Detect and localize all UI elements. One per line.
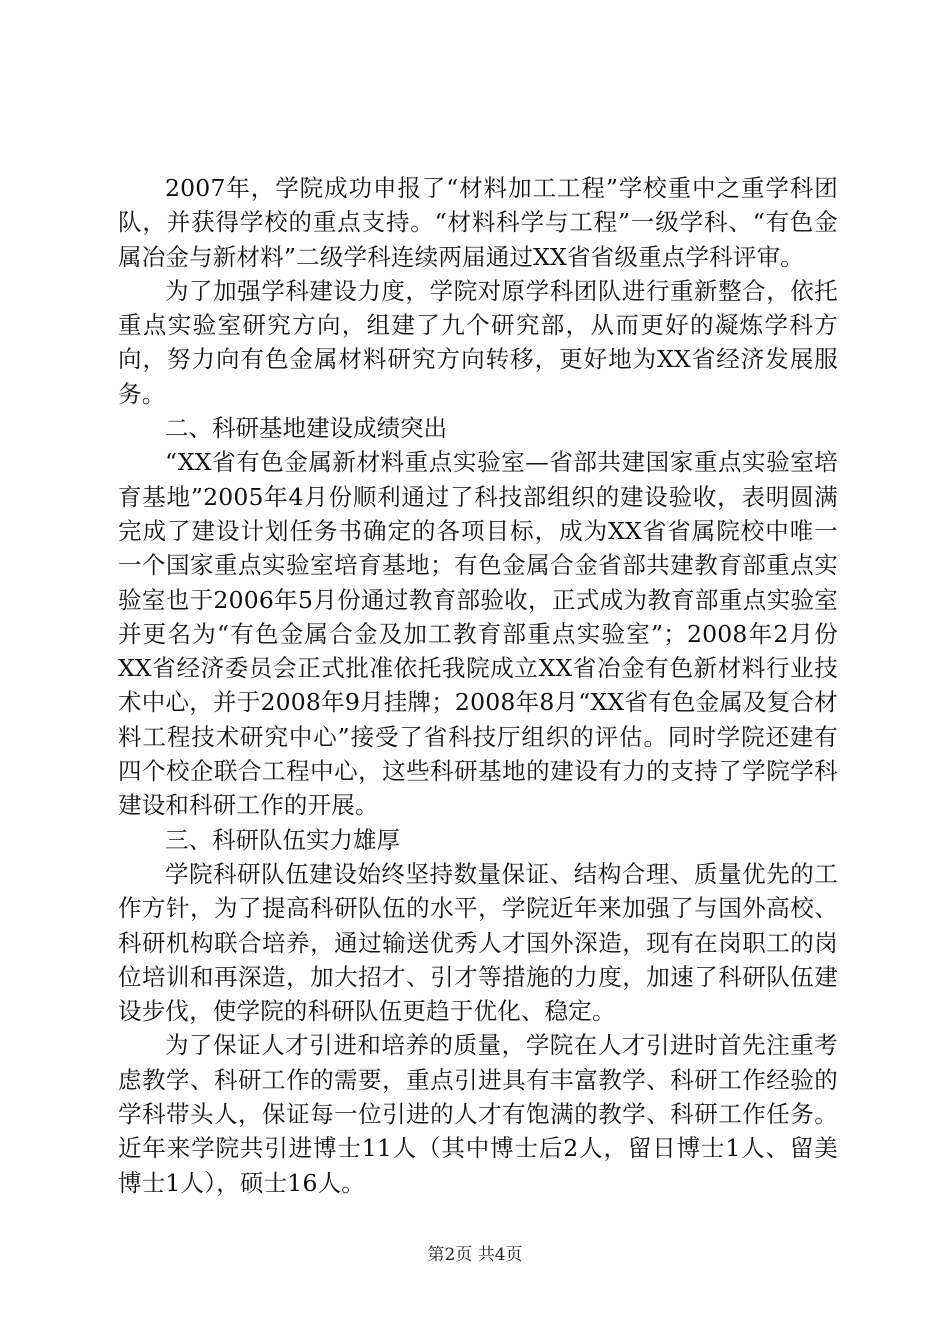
section-heading-research-team: 三、科研队伍实力雄厚: [165, 825, 400, 854]
section-heading-research-base: 二、科研基地建设成绩突出: [165, 414, 447, 443]
paragraph-discipline-team: 2007年，学院成功申报了“材料加工工程”学校重中之重学科团队，并获得学校的重点支持。“材料科学与工程”一级学科、“有色金属冶金与新材料”二级学科连续两届通过XX省省级重点学科评审。: [118, 174, 838, 271]
paragraph-research-base: “XX省有色金属新材料重点实验室—省部共建国家重点实验室培育基地”2005年4月份顺利通过了科技部组织的建设验收，表明圆满完成了建设计划任务书确定的各项目标，成为XX省省属院校中唯一一个国家重点实验室培育基地；有色金属合金省部共建教育部重点实验室也于2006年5月份通过教育部验收，正式成为教育部重点实验室并更名为“有色金属合金及加工教育部重点实验室”；2008年2月份XX省经济委员会正式批准依托我院成立XX省冶金有色新材料行业技术中心，并于2008年9月挂牌；2008年8月“XX省有色金属及复合材料工程技术研究中心”接受了省科技厅组织的评估。同时学院还建有四个校企联合工程中心，这些科研基地的建设有力的支持了学院学科建设和科研工作的开展。: [118, 448, 838, 820]
paragraph-discipline-construction: 为了加强学科建设力度，学院对原学科团队进行重新整合，依托重点实验室研究方向，组建了九个研究部，从而更好的凝炼学科方向，努力向有色金属材料研究方向转移，更好地为XX省经济发展服务。: [118, 276, 838, 408]
paragraph-talent-introduction: 为了保证人才引进和培养的质量，学院在人才引进时首先注重考虑教学、科研工作的需要，重点引进具有丰富教学、科研工作经验的学科带头人，保证每一位引进的人才有饱满的教学、科研工作任务。近年来学院共引进博士11人（其中博士后2人，留日博士1人、留美博士1人），硕士16人。: [118, 1031, 838, 1197]
paragraph-research-team: 学院科研队伍建设始终坚持数量保证、结构合理、质量优先的工作方针，为了提高科研队伍的水平，学院近年来加强了与国外高校、科研机构联合培养，通过输送优秀人才国外深造，现有在岗职工的岗位培训和再深造，加大招才、引才等措施的力度，加速了科研队伍建设步伐，使学院的科研队伍更趋于优化、稳定。: [118, 859, 838, 1026]
document-body: [118, 171, 838, 1200]
page-footer: 第2页 共4页: [427, 1245, 523, 1265]
